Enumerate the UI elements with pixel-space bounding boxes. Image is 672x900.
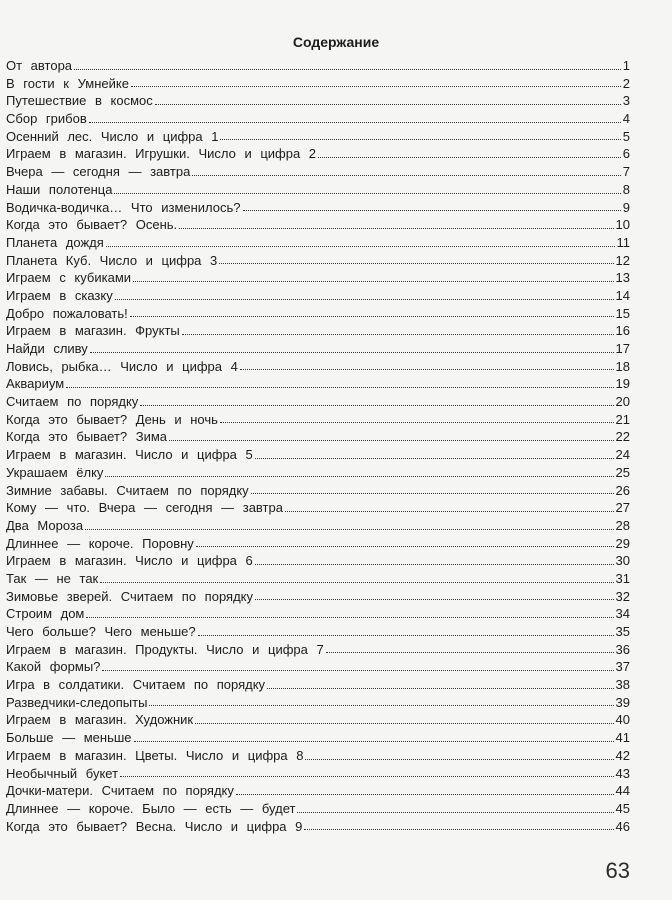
toc-entry-title: Чего больше? Чего меньше? xyxy=(6,624,196,639)
toc-entry-page: 1 xyxy=(622,58,630,73)
dot-leader xyxy=(140,405,613,406)
toc-entry-page: 39 xyxy=(615,694,630,710)
toc-entry-page: 22 xyxy=(615,429,630,445)
toc-entry-page: 9 xyxy=(622,199,630,215)
toc-entry-title: Играем в сказку xyxy=(6,287,113,303)
toc-entry-page: 6 xyxy=(622,146,630,162)
toc-entry-title: Когда это бывает? Осень. xyxy=(6,217,178,233)
toc-entry xyxy=(6,234,630,252)
toc-entry xyxy=(6,818,630,836)
dot-leader xyxy=(220,422,614,423)
toc-entry-title: Необычный букет xyxy=(6,765,119,781)
toc-entry-title: Длиннее — короче. Было — есть — будет xyxy=(6,800,296,816)
page-title: Содержание xyxy=(292,34,380,50)
toc-entry xyxy=(6,552,630,570)
toc-entry-page: 35 xyxy=(615,624,630,639)
toc-entry-title: Кому — что. Вчера — сегодня — завтра xyxy=(6,500,283,516)
toc-entry-title: Сбор грибов xyxy=(6,111,87,127)
dot-leader xyxy=(255,458,614,459)
toc-entry-title: Ловись, рыбка… Число и цифра 4 xyxy=(6,358,238,374)
toc-entry xyxy=(6,199,630,217)
toc-entry-title: Так — не так xyxy=(6,570,99,586)
toc-entry xyxy=(6,340,630,358)
toc-entry-title: Играем в магазин. Продукты. Число и цифра 7 xyxy=(6,641,324,657)
toc-entry xyxy=(6,694,630,712)
toc-entry-page: 14 xyxy=(615,287,630,303)
toc-entry-title: Добро пожаловать! xyxy=(6,305,128,321)
toc-entry-title: Когда это бывает? Весна. Число и цифра 9 xyxy=(6,818,303,834)
toc-entry xyxy=(6,570,630,588)
toc-entry-title: Планета дождя xyxy=(6,234,104,250)
toc-entry-title: Играем с кубиками xyxy=(6,270,132,286)
dot-leader xyxy=(318,157,621,158)
toc-entry-title: Два Мороза xyxy=(6,517,84,533)
toc-entry-title: Играем в магазин. Художник xyxy=(6,712,194,728)
toc-entry-title: Игра в солдатики. Считаем по порядку xyxy=(6,677,266,693)
toc-entry-page: 46 xyxy=(615,818,630,834)
dot-leader xyxy=(74,69,621,70)
toc-entry xyxy=(6,747,630,765)
toc-entry-page: 15 xyxy=(615,305,630,321)
toc-entry xyxy=(6,658,630,676)
dot-leader xyxy=(89,122,621,123)
toc-entry xyxy=(6,517,630,535)
dot-leader xyxy=(86,617,613,618)
toc-entry xyxy=(6,358,630,376)
toc-entry-title: Играем в магазин. Число и цифра 6 xyxy=(6,553,253,569)
toc-entry-page: 43 xyxy=(615,765,630,781)
toc-entry-title: Когда это бывает? День и ночь xyxy=(6,411,218,427)
toc-entry-title: Наши полотенца xyxy=(6,181,113,197)
toc-entry xyxy=(6,711,630,729)
toc-entry xyxy=(6,588,630,606)
toc-entry xyxy=(6,92,630,110)
toc-entry xyxy=(6,411,630,429)
dot-leader xyxy=(326,652,614,653)
dot-leader xyxy=(195,723,613,724)
toc-entry-title: Путешествие в космос xyxy=(6,93,153,109)
toc-entry-title: Украшаем ёлку xyxy=(6,464,104,480)
toc-entry xyxy=(6,605,630,623)
toc-entry xyxy=(6,535,630,553)
toc-entry xyxy=(6,57,630,75)
dot-leader xyxy=(179,228,613,229)
toc-entry-page: 44 xyxy=(615,783,630,799)
dot-leader xyxy=(198,635,614,636)
toc-entry-page: 37 xyxy=(615,659,630,675)
toc-entry-title: Играем в магазин. Цветы. Число и цифра 8 xyxy=(6,747,304,763)
dot-leader xyxy=(255,599,614,600)
dot-leader xyxy=(149,705,613,706)
dot-leader xyxy=(114,193,620,194)
toc-entry-page: 18 xyxy=(615,358,630,374)
toc-entry-page: 4 xyxy=(622,111,630,127)
toc-entry xyxy=(6,252,630,270)
toc-entry-title: Длиннее — короче. Поровну xyxy=(6,535,194,551)
dot-leader xyxy=(304,829,613,830)
toc-entry xyxy=(6,75,630,93)
toc-entry-title: Планета Куб. Число и цифра 3 xyxy=(6,252,218,268)
dot-leader xyxy=(133,281,614,282)
toc-entry-title: Играем в магазин. Фрукты xyxy=(6,323,180,339)
toc-entry-title: Зимние забавы. Считаем по порядку xyxy=(6,482,249,498)
dot-leader xyxy=(100,582,613,583)
dot-leader xyxy=(236,794,614,795)
dot-leader xyxy=(130,316,614,317)
toc-entry-page: 12 xyxy=(615,252,630,268)
page-number: 63 xyxy=(605,858,630,883)
toc-entry xyxy=(6,287,630,305)
dot-leader xyxy=(169,440,613,441)
dot-leader xyxy=(251,493,614,494)
toc-entry xyxy=(6,145,630,163)
toc-entry-title: Водичка-водичка… Что изменилось? xyxy=(6,199,241,215)
toc-entry-page: 10 xyxy=(615,217,630,233)
toc-entry-page: 41 xyxy=(615,730,630,746)
dot-leader xyxy=(131,86,621,87)
dot-leader xyxy=(106,246,615,247)
toc-entry-title: Зимовье зверей. Считаем по порядку xyxy=(6,588,253,604)
toc-entry xyxy=(6,216,630,234)
toc-entry-page: 2 xyxy=(622,75,630,91)
toc-entry xyxy=(6,128,630,146)
toc-entry xyxy=(6,305,630,323)
dot-leader xyxy=(267,688,613,689)
toc-entry-page: 11 xyxy=(616,234,630,250)
dot-leader xyxy=(285,511,614,512)
toc-entry-page: 25 xyxy=(615,464,630,480)
toc-entry-page: 30 xyxy=(615,553,630,569)
dot-leader xyxy=(220,139,620,140)
toc-entry-page: 28 xyxy=(615,517,630,533)
toc-entry-title: Вчера — сегодня — завтра xyxy=(6,164,191,180)
toc-entry-page: 26 xyxy=(615,482,630,498)
dot-leader xyxy=(297,812,613,813)
toc-entry-page: 29 xyxy=(615,535,630,551)
toc-entry-page: 7 xyxy=(622,164,630,180)
toc-entry-page: 20 xyxy=(615,394,630,410)
toc-entry xyxy=(6,428,630,446)
dot-leader xyxy=(85,529,613,530)
toc-entry xyxy=(6,499,630,517)
toc-entry xyxy=(6,765,630,783)
toc-entry-page: 38 xyxy=(615,677,630,693)
dot-leader xyxy=(115,299,614,300)
toc-entry-page: 3 xyxy=(622,93,630,109)
dot-leader xyxy=(66,387,613,388)
toc-entry xyxy=(6,181,630,199)
toc-entry-title: Аквариум xyxy=(6,376,65,392)
dot-leader xyxy=(196,546,614,547)
toc-entry xyxy=(6,482,630,500)
toc-entry xyxy=(6,269,630,287)
dot-leader xyxy=(255,564,614,565)
toc-entry xyxy=(6,623,630,641)
toc-entry xyxy=(6,110,630,128)
dot-leader xyxy=(243,210,621,211)
toc-entry xyxy=(6,322,630,340)
dot-leader xyxy=(105,476,613,477)
toc-entry-title: Разведчики-следопыты xyxy=(6,694,148,710)
toc-entry-page: 19 xyxy=(615,376,630,392)
toc-entry-page: 45 xyxy=(615,800,630,816)
dot-leader xyxy=(120,776,613,777)
toc-entry-title: Играем в магазин. Число и цифра 5 xyxy=(6,447,253,463)
toc-entry-title: От автора xyxy=(6,58,73,73)
toc-entry xyxy=(6,446,630,464)
toc-entry-page: 21 xyxy=(615,411,630,427)
toc-entry xyxy=(6,676,630,694)
toc-entry-page: 24 xyxy=(615,447,630,463)
dot-leader xyxy=(240,369,614,370)
dot-leader xyxy=(182,334,614,335)
toc-entry-page: 8 xyxy=(622,181,630,197)
toc-entry xyxy=(6,375,630,393)
toc-entry-page: 36 xyxy=(615,641,630,657)
toc-entry xyxy=(6,393,630,411)
toc-entry-page: 34 xyxy=(615,606,630,622)
toc-entry xyxy=(6,163,630,181)
toc-entry-page: 17 xyxy=(615,341,630,356)
toc-entry xyxy=(6,464,630,482)
toc-entry-title: Дочки-матери. Считаем по порядку xyxy=(6,783,234,799)
dot-leader xyxy=(219,263,613,264)
dot-leader xyxy=(102,670,613,671)
toc-entry xyxy=(6,782,630,800)
toc-entry-page: 13 xyxy=(615,270,630,286)
dot-leader xyxy=(155,104,621,105)
toc-entry-title: Играем в магазин. Игрушки. Число и цифра 2 xyxy=(6,146,317,162)
toc-entry-page: 40 xyxy=(615,712,630,728)
toc-entry-page: 16 xyxy=(615,323,630,339)
toc-entry-title: Найди сливу xyxy=(6,341,88,356)
toc-entry-page: 27 xyxy=(615,500,630,516)
dot-leader xyxy=(134,741,614,742)
toc-entry-title: Строим дом xyxy=(6,606,85,622)
dot-leader xyxy=(90,352,614,353)
toc-entry-title: Осенний лес. Число и цифра 1 xyxy=(6,128,219,144)
toc-entry-title: В гости к Умнейке xyxy=(6,75,129,91)
toc-entry-title: Когда это бывает? Зима xyxy=(6,429,168,445)
toc-entry-page: 42 xyxy=(615,747,630,763)
dot-leader xyxy=(305,759,613,760)
dot-leader xyxy=(192,175,620,176)
toc-entry xyxy=(6,800,630,818)
toc-entry-title: Считаем по порядку xyxy=(6,394,139,410)
toc-entry-page: 32 xyxy=(615,588,630,604)
toc-entry xyxy=(6,641,630,659)
toc-entry-title: Какой формы? xyxy=(6,659,101,675)
table-of-contents xyxy=(6,57,630,835)
toc-entry xyxy=(6,729,630,747)
toc-entry-page: 31 xyxy=(615,570,630,586)
toc-entry-page: 5 xyxy=(622,128,630,144)
toc-entry-title: Больше — меньше xyxy=(6,730,132,746)
